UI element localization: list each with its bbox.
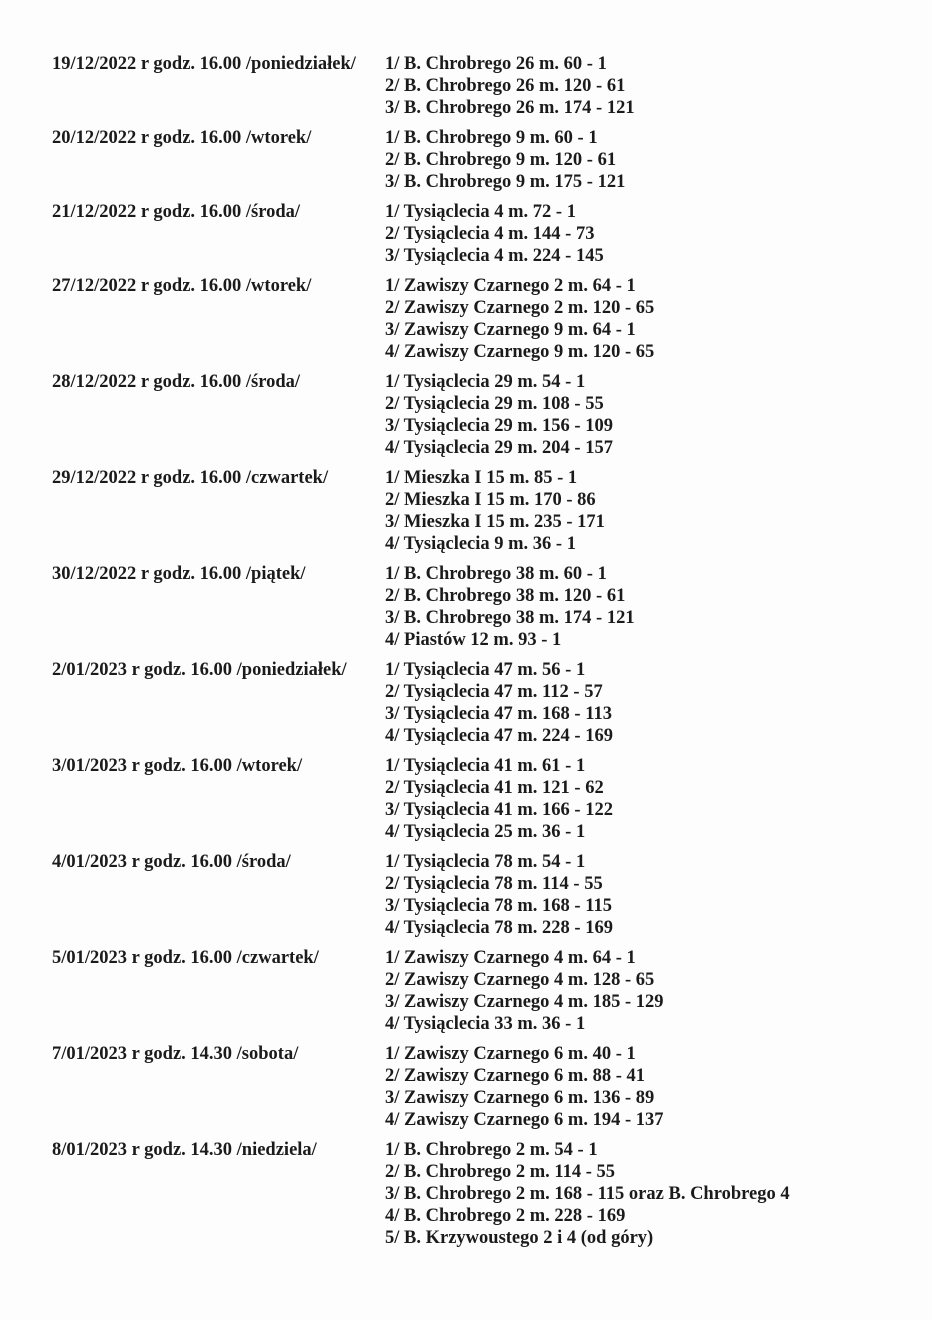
address-list (385, 371, 912, 459)
address-list (385, 53, 912, 119)
address-line: 1/ B. Chrobrego 38 m. 60 - 1 (385, 564, 607, 584)
address-line: 2/ Tysiąclecia 4 m. 144 - 73 (385, 224, 595, 244)
address-line: 3/ Tysiąclecia 29 m. 156 - 109 (385, 416, 613, 436)
address-line: 3/ Zawiszy Czarnego 6 m. 136 - 89 (385, 1088, 655, 1108)
address-line: 3/ B. Chrobrego 2 m. 168 - 115 oraz B. Chrobrego 4 (385, 1184, 790, 1204)
schedule-block (52, 467, 912, 555)
address-line: 1/ B. Chrobrego 9 m. 60 - 1 (385, 128, 598, 148)
schedule-block (52, 371, 912, 459)
address-line: 3/ Tysiąclecia 4 m. 224 - 145 (385, 246, 604, 266)
address-line: 4/ Tysiąclecia 29 m. 204 - 157 (385, 438, 613, 458)
address-line: 2/ Tysiąclecia 47 m. 112 - 57 (385, 682, 603, 702)
address-line: 2/ Zawiszy Czarnego 6 m. 88 - 41 (385, 1066, 645, 1086)
address-list (385, 947, 912, 1035)
date-time-label: 21/12/2022 r godz. 16.00 /środa/ (52, 202, 301, 222)
address-line: 4/ Piastów 12 m. 93 - 1 (385, 630, 562, 650)
date-time-label: 28/12/2022 r godz. 16.00 /środa/ (52, 372, 301, 392)
date-time-label: 5/01/2023 r godz. 16.00 /czwartek/ (52, 948, 319, 968)
address-line: 4/ Zawiszy Czarnego 6 m. 194 - 137 (385, 1110, 664, 1130)
date-time-label: 3/01/2023 r godz. 16.00 /wtorek/ (52, 756, 303, 776)
schedule-block (52, 1043, 912, 1131)
address-list (385, 467, 912, 555)
schedule-block (52, 563, 912, 651)
address-list (385, 275, 912, 363)
address-line: 4/ Tysiąclecia 9 m. 36 - 1 (385, 534, 576, 554)
address-list (385, 659, 912, 747)
address-line: 3/ Zawiszy Czarnego 4 m. 185 - 129 (385, 992, 664, 1012)
address-line: 1/ Zawiszy Czarnego 2 m. 64 - 1 (385, 276, 636, 296)
address-line: 3/ Tysiąclecia 47 m. 168 - 113 (385, 704, 612, 724)
address-line: 1/ Zawiszy Czarnego 6 m. 40 - 1 (385, 1044, 636, 1064)
date-time-label: 4/01/2023 r godz. 16.00 /środa/ (52, 852, 291, 872)
address-line: 2/ B. Chrobrego 9 m. 120 - 61 (385, 150, 617, 170)
address-line: 2/ Zawiszy Czarnego 2 m. 120 - 65 (385, 298, 655, 318)
address-line: 1/ Tysiąclecia 47 m. 56 - 1 (385, 660, 586, 680)
address-line: 5/ B. Krzywoustego 2 i 4 (od góry) (385, 1228, 654, 1248)
address-line: 1/ Tysiąclecia 78 m. 54 - 1 (385, 852, 586, 872)
address-line: 1/ Tysiąclecia 4 m. 72 - 1 (385, 202, 576, 222)
schedule-block (52, 1139, 912, 1249)
schedule-block (52, 275, 912, 363)
address-line: 3/ B. Chrobrego 9 m. 175 - 121 (385, 172, 626, 192)
address-line: 1/ Zawiszy Czarnego 4 m. 64 - 1 (385, 948, 636, 968)
address-line: 1/ Tysiąclecia 29 m. 54 - 1 (385, 372, 586, 392)
address-list (385, 755, 912, 843)
address-line: 1/ Mieszka I 15 m. 85 - 1 (385, 468, 578, 488)
address-line: 1/ B. Chrobrego 26 m. 60 - 1 (385, 54, 607, 74)
schedule-block (52, 755, 912, 843)
schedule-block (52, 947, 912, 1035)
address-list (385, 127, 912, 193)
date-time-label: 7/01/2023 r godz. 14.30 /sobota/ (52, 1044, 299, 1064)
address-line: 3/ Zawiszy Czarnego 9 m. 64 - 1 (385, 320, 636, 340)
date-time-label: 27/12/2022 r godz. 16.00 /wtorek/ (52, 276, 312, 296)
address-line: 2/ Mieszka I 15 m. 170 - 86 (385, 490, 596, 510)
address-line: 2/ B. Chrobrego 2 m. 114 - 55 (385, 1162, 616, 1182)
address-line: 4/ Zawiszy Czarnego 9 m. 120 - 65 (385, 342, 655, 362)
address-line: 3/ Tysiąclecia 78 m. 168 - 115 (385, 896, 612, 916)
date-time-label: 2/01/2023 r godz. 16.00 /poniedziałek/ (52, 660, 347, 680)
address-line: 4/ Tysiąclecia 47 m. 224 - 169 (385, 726, 613, 746)
address-line: 3/ B. Chrobrego 38 m. 174 - 121 (385, 608, 635, 628)
address-list (385, 1043, 912, 1131)
address-list (385, 563, 912, 651)
address-line: 4/ Tysiąclecia 25 m. 36 - 1 (385, 822, 586, 842)
address-list (385, 1139, 912, 1249)
date-time-label: 20/12/2022 r godz. 16.00 /wtorek/ (52, 128, 312, 148)
address-list (385, 201, 912, 267)
date-time-label: 19/12/2022 r godz. 16.00 /poniedziałek/ (52, 54, 356, 74)
schedule-block (52, 53, 912, 119)
address-line: 1/ B. Chrobrego 2 m. 54 - 1 (385, 1140, 598, 1160)
address-line: 4/ Tysiąclecia 33 m. 36 - 1 (385, 1014, 586, 1034)
address-line: 2/ Tysiąclecia 29 m. 108 - 55 (385, 394, 604, 414)
date-time-label: 30/12/2022 r godz. 16.00 /piątek/ (52, 564, 306, 584)
address-line: 2/ Tysiąclecia 78 m. 114 - 55 (385, 874, 603, 894)
address-line: 2/ B. Chrobrego 38 m. 120 - 61 (385, 586, 626, 606)
address-line: 1/ Tysiąclecia 41 m. 61 - 1 (385, 756, 586, 776)
address-line: 3/ Mieszka I 15 m. 235 - 171 (385, 512, 605, 532)
address-line: 2/ B. Chrobrego 26 m. 120 - 61 (385, 76, 626, 96)
address-line: 3/ Tysiąclecia 41 m. 166 - 122 (385, 800, 613, 820)
address-line: 3/ B. Chrobrego 26 m. 174 - 121 (385, 98, 635, 118)
schedule-block (52, 127, 912, 193)
address-line: 2/ Zawiszy Czarnego 4 m. 128 - 65 (385, 970, 655, 990)
date-time-label: 29/12/2022 r godz. 16.00 /czwartek/ (52, 468, 329, 488)
address-line: 2/ Tysiąclecia 41 m. 121 - 62 (385, 778, 604, 798)
schedule-block (52, 201, 912, 267)
schedule-block (52, 659, 912, 747)
schedule-block (52, 851, 912, 939)
address-list (385, 851, 912, 939)
address-line: 4/ Tysiąclecia 78 m. 228 - 169 (385, 918, 613, 938)
date-time-label: 8/01/2023 r godz. 14.30 /niedziela/ (52, 1140, 317, 1160)
address-line: 4/ B. Chrobrego 2 m. 228 - 169 (385, 1206, 626, 1226)
